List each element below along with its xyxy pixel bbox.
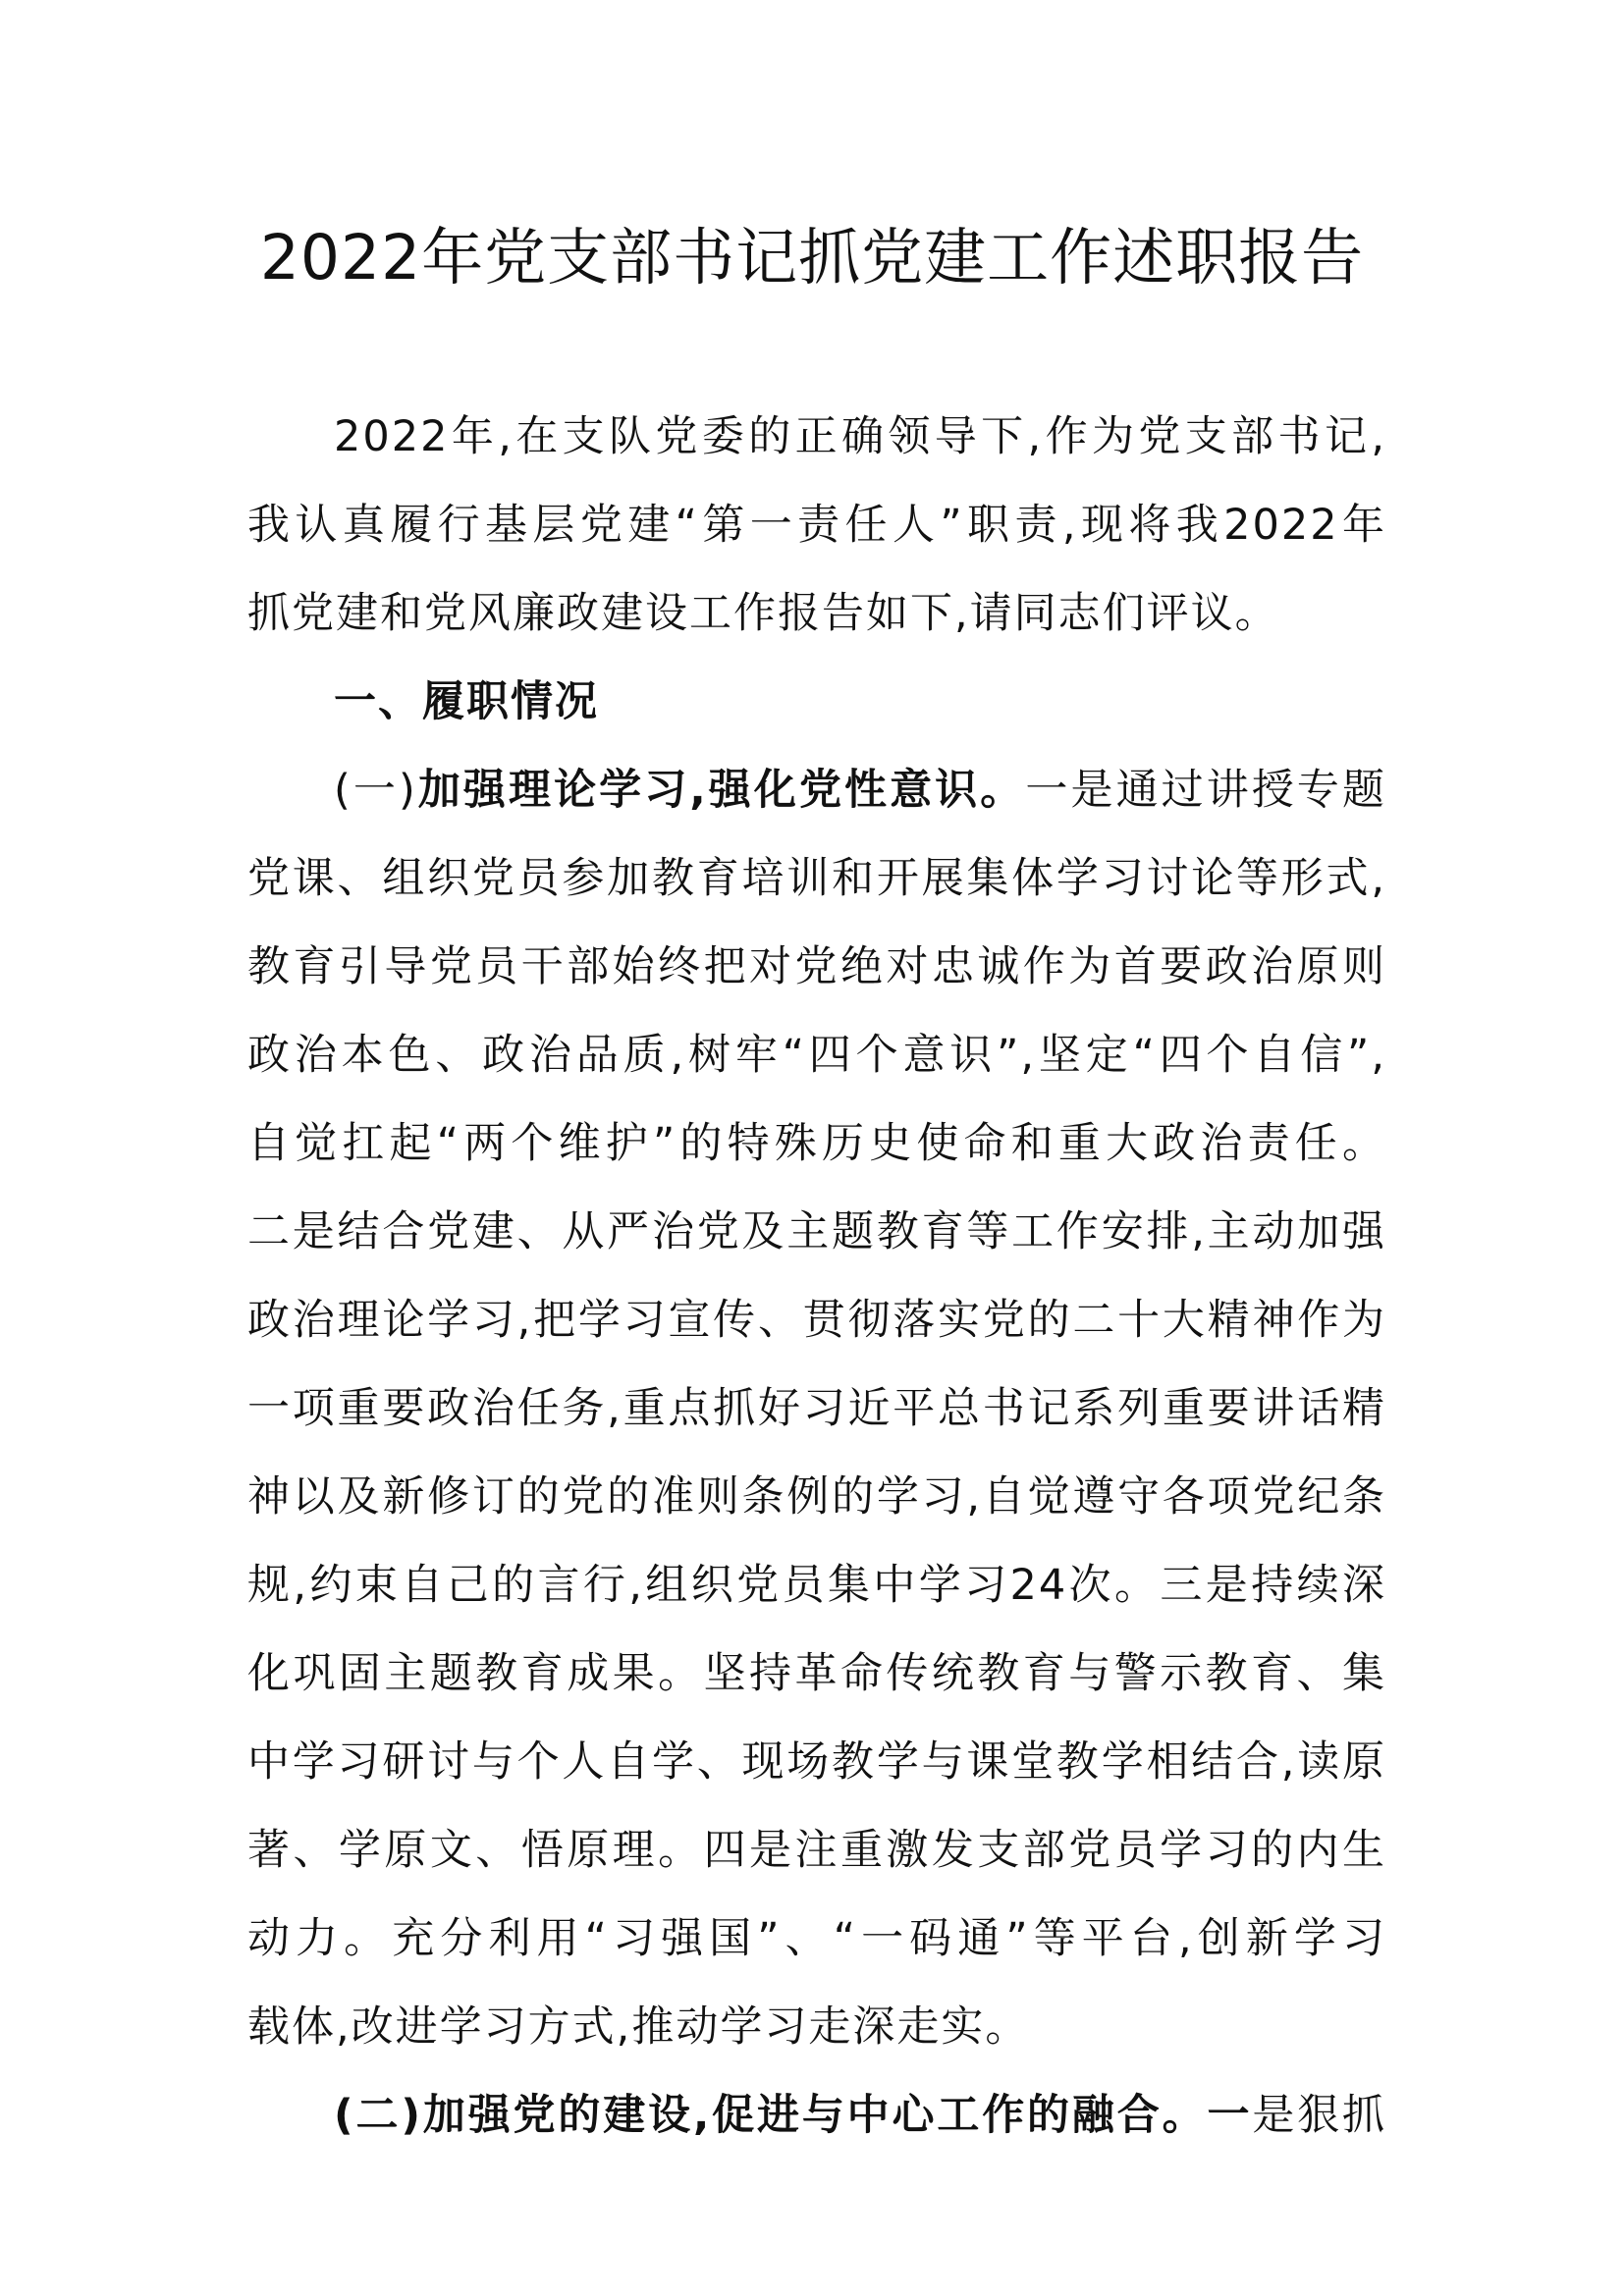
intro-line: 2022年,在支队党委的正确领导下,作为党支部书记, bbox=[334, 412, 1386, 461]
intro-line: 我认真履行基层党建“第一责任人”职责,现将我2022年 bbox=[247, 501, 1386, 550]
document-body bbox=[247, 393, 1386, 2160]
item-2-first-line-rest: 是狠抓 bbox=[1252, 2091, 1386, 2140]
paragraph-line: 政治本色、政治品质,树牢“四个意识”,坚定“四个自信”, bbox=[247, 1031, 1386, 1080]
paragraph-line: 中学习研讨与个人自学、现场教学与课堂教学相结合,读原 bbox=[247, 1737, 1386, 1787]
paragraph-line: 教育引导党员干部始终把对党绝对忠诚作为首要政治原则 bbox=[247, 942, 1386, 991]
paragraph-line: 一项重要政治任务,重点抓好习近平总书记系列重要讲话精 bbox=[247, 1384, 1386, 1433]
paragraph-line: 党课、组织党员参加教育培训和开展集体学习讨论等形式, bbox=[247, 854, 1386, 903]
item-1-first-line bbox=[247, 746, 1386, 834]
section-heading: 一、履职情况 bbox=[334, 677, 599, 726]
item-1-prefix: (一) bbox=[334, 766, 417, 815]
item-1-heading: 加强理论学习,强化党性意识。 bbox=[416, 766, 1026, 815]
paragraph-line: 规,约束自己的言行,组织党员集中学习24次。三是持续深 bbox=[247, 1561, 1386, 1610]
item-2-first-line bbox=[247, 2071, 1386, 2160]
paragraph-line: 载体,改进学习方式,推动学习走深走实。 bbox=[247, 2002, 1030, 2052]
paragraph-line: 神以及新修订的党的准则条例的学习,自觉遵守各项党纪条 bbox=[247, 1472, 1386, 1522]
paragraph-line: 化巩固主题教育成果。坚持革命传统教育与警示教育、集 bbox=[247, 1649, 1386, 1698]
item-2-heading: (二)加强党的建设,促进与中心工作的融合。一 bbox=[334, 2091, 1253, 2140]
intro-line: 抓党建和党风廉政建设工作报告如下,请同志们评议。 bbox=[247, 589, 1279, 638]
paragraph-line: 动力。充分利用“习强国”、“一码通”等平台,创新学习 bbox=[247, 1914, 1386, 1963]
paragraph-line: 著、学原文、悟原理。四是注重激发支部党员学习的内生 bbox=[247, 1826, 1386, 1875]
paragraph-line: 自觉扛起“两个维护”的特殊历史使命和重大政治责任。 bbox=[247, 1119, 1386, 1168]
paragraph-line: 政治理论学习,把学习宣传、贯彻落实党的二十大精神作为 bbox=[247, 1296, 1386, 1345]
document-title: 2022年党支部书记抓党建工作述职报告 bbox=[259, 222, 1365, 294]
paragraph-line: 二是结合党建、从严治党及主题教育等工作安排,主动加强 bbox=[247, 1207, 1386, 1256]
item-1-first-line-rest: 一是通过讲授专题 bbox=[1025, 766, 1386, 815]
